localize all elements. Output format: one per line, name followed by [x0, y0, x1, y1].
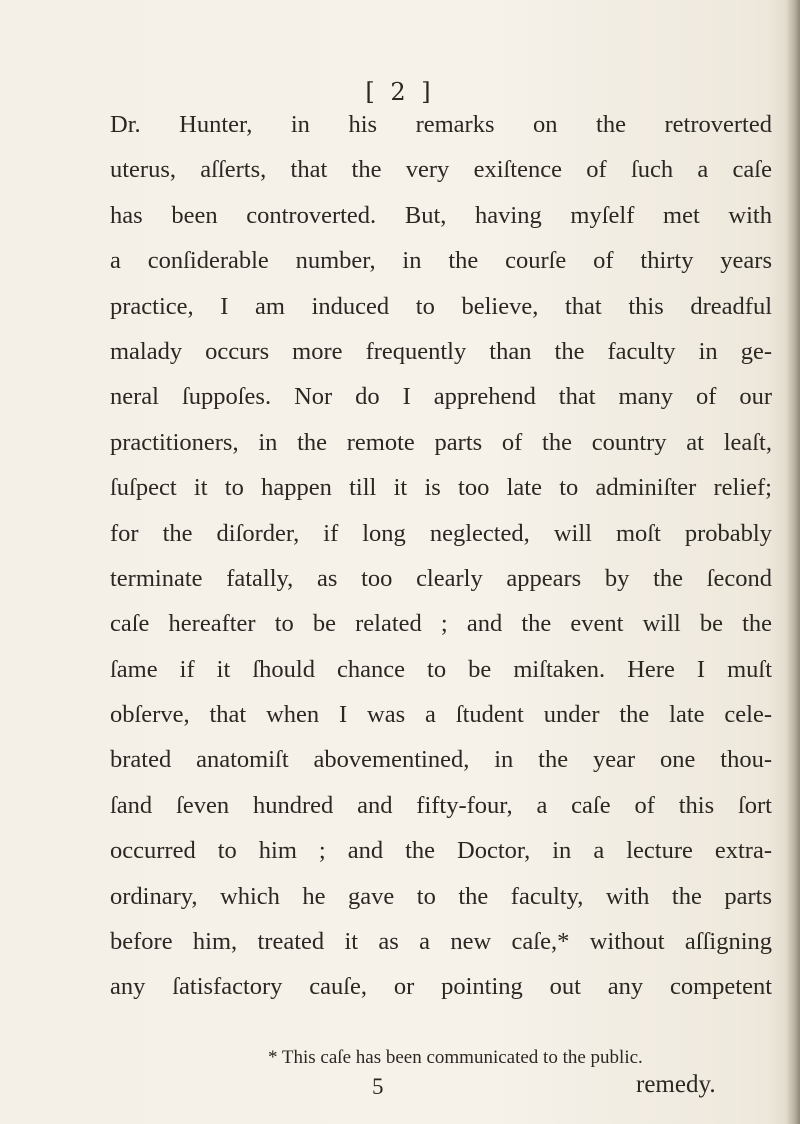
text-line-17: occurred to him ; and the Doctor, in a lecture extra-	[110, 837, 772, 865]
text-line-18: ordinary, which he gave to the faculty, with the parts	[110, 882, 772, 910]
body-text	[110, 102, 772, 1010]
catchword: remedy.	[636, 1071, 716, 1098]
text-line-9: ſuſpect it to happen till it is too late to adminiſter relief;	[110, 474, 772, 502]
text-line-12: caſe hereafter to be related ; and the event will be the	[110, 610, 772, 638]
text-line-16: ſand ſeven hundred and fifty-four, a caſe of this ſort	[110, 791, 772, 819]
text-line-20: any ſatisfactory cauſe, or pointing out any competent	[110, 973, 772, 1001]
text-line-11: terminate fatally, as too clearly appears by the ſecond	[110, 564, 772, 592]
page-edge-shadow	[786, 0, 800, 1124]
text-line-3: has been controverted. But, having myſelf met with	[110, 201, 772, 229]
text-line-5: practice, I am induced to believe, that this dreadful	[110, 292, 772, 320]
text-line-4: a conſiderable number, in the courſe of thirty years	[110, 247, 772, 275]
text-line-7: neral ſuppoſes. Nor do I apprehend that many of our	[110, 383, 772, 411]
signature-mark: 5	[372, 1074, 384, 1099]
text-line-15: brated anatomiſt abovementined, in the year one thou-	[110, 746, 772, 774]
page-number: [ 2 ]	[365, 78, 435, 106]
text-line-13: ſame if it ſhould chance to be miſtaken. Here I muſt	[110, 655, 772, 683]
text-line-8: practitioners, in the remote parts of the country at leaſt,	[110, 428, 772, 456]
text-line-19: before him, treated it as a new caſe,* without aſſigning	[110, 928, 772, 956]
text-line-2: uterus, aſſerts, that the very exiſtence of ſuch a caſe	[110, 156, 772, 184]
text-line-1: Dr. Hunter, in his remarks on the retroverted	[110, 111, 772, 138]
text-line-6: malady occurs more frequently than the faculty in ge-	[110, 337, 772, 365]
footnote: * This caſe has been communicated to the public.	[268, 1047, 643, 1068]
text-line-10: for the diſorder, if long neglected, will moſt probably	[110, 519, 772, 547]
text-line-14: obſerve, that when I was a ſtudent under the late cele-	[110, 701, 772, 729]
